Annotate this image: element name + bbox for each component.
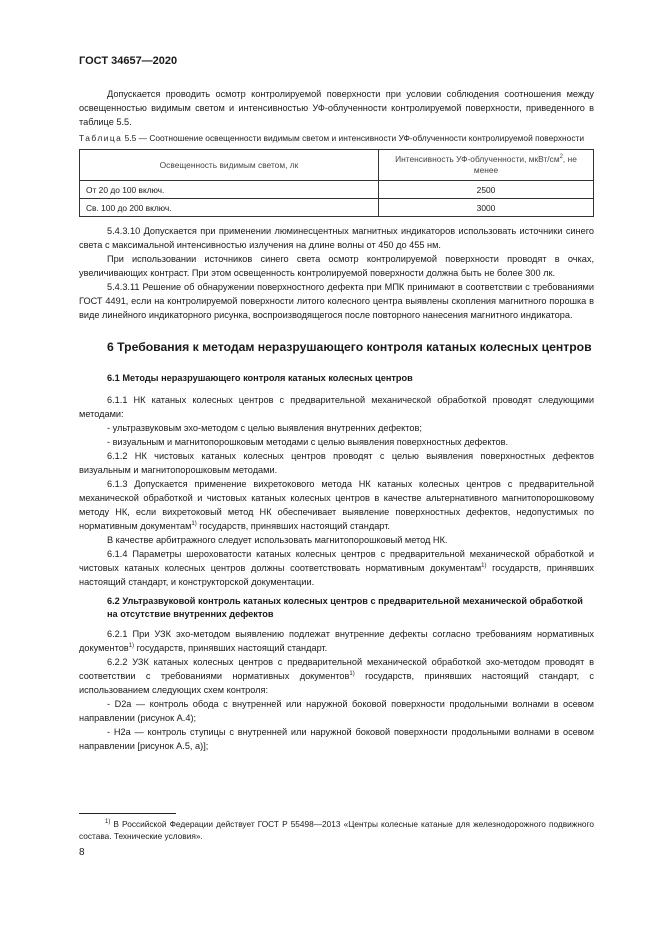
paragraph-6-1-1: 6.1.1 НК катаных колесных центров с предварительной механической обработкой проводят следующими методами:	[79, 395, 594, 419]
subsection-6-1-heading: 6.1 Методы неразрушающего контроля катаных колесных центров	[107, 373, 413, 383]
paragraph-intro: Допускается проводить осмотр контролируемой поверхности при условии соблюдения соотношения между освещенностью видимым светом и интенсивностью УФ-облученности контролируемой поверхности, приведенного в таблице 5.5.	[79, 89, 594, 127]
footnote	[79, 818, 594, 842]
table-cell-range: Св. 100 до 200 включ.	[80, 199, 379, 217]
table-row	[80, 199, 594, 217]
list-item-d2a: - D2a — контроль обода с внутренней или наружной боковой поверхности продольными волнами в осевом направлении (рисунок А.4);	[79, 699, 594, 723]
footnote-divider	[79, 813, 176, 814]
paragraph-blue-light: При использовании источников синего света осмотр контролируемой поверхности проводят в очках, увеличивающих контраст. При этом освещенность контролируемой поверхности должна быть не более 300 лк.	[79, 254, 594, 278]
page-body	[79, 87, 594, 753]
paragraph-6-1-4: 6.1.4 Параметры шероховатости катаных колесных центров с предварительной механической обработкой и чистовых катаных колесных центров должны соответствовать нормативным документам$^{1)}$ государств, принявших настоящий стандарт, и конструкторской документации.	[79, 549, 594, 587]
paragraph-6-2-1: 6.2.1 При УЗК эхо-методом выявлению подлежат внутренние дефекты согласно требованиям нормативных документов$^{1)}$ государств, принявших настоящий стандарт.	[79, 629, 594, 653]
list-item-ultrasonic: - ультразвуковым эхо-методом с целью выявления внутренних дефектов;	[107, 423, 422, 433]
table-cell-value: 2500	[379, 181, 594, 199]
table-caption	[79, 132, 594, 144]
table-cell-range: От 20 до 100 включ.	[80, 181, 379, 199]
paragraph-arbitration: В качестве арбитражного следует использовать магнитопорошковый метод НК.	[107, 535, 448, 545]
table-cell-value: 3000	[379, 199, 594, 217]
section-6-heading: 6 Требования к методам неразрушающего контроля катаных колесных центров	[107, 340, 592, 354]
paragraph-5-4-3-11: 5.4.3.11 Решение об обнаружении поверхностного дефекта при МПК принимают в соответствии с требованиями ГОСТ 4491, если на контролируемой поверхности литого колесного центра выявлены скопления магнитного порошка в виде линейного индикаторного рисунка, воспроизводящегося после повторного нанесения магнитного индикатора.	[79, 282, 594, 320]
footnote-text: В Российской Федерации действует ГОСТ Р 55498—2013 «Центры колесные катаные для железнодорожного подвижного состава. Технические условия».	[79, 819, 594, 841]
table-header-row	[80, 150, 594, 181]
table-header-illumination: Освещенность видимым светом, лк	[80, 150, 379, 181]
table-header-uv-intensity: Интенсивность УФ-облученности, мкВт/$см^2$, не менее	[379, 150, 594, 181]
illumination-table	[79, 149, 594, 217]
footnote-ref: 1)	[191, 521, 197, 527]
table-caption-word: Таблица	[79, 133, 123, 143]
footnote-ref: 1)	[128, 643, 135, 649]
subsection-6-2-heading: 6.2 Ультразвуковой контроль катаных колесных центров с предварительной механической обработкой на отсутствие внутренних дефектов	[107, 596, 583, 619]
document-header: ГОСТ 34657—2020	[79, 55, 178, 67]
footnote-mark: 1)	[105, 819, 111, 825]
footnote-ref: 1)	[481, 563, 487, 569]
paragraph-6-1-2: 6.1.2 НК чистовых катаных колесных центров проводят с целью выявления поверхностных дефектов визуальным и магнитопорошковым методами.	[79, 451, 594, 475]
paragraph-5-4-3-10: 5.4.3.10 Допускается при применении люминесцентных магнитных индикаторов использовать источники синего света с максимальной интенсивностью излучения на длине волны от 450 до 455 нм.	[79, 226, 594, 250]
list-item-visual: - визуальным и магнитопорошковым методами с целью выявления поверхностных дефектов.	[107, 437, 509, 447]
table-caption-text: 5.5 — Соотношение освещенности видимым светом и интенсивности УФ-облученности контролируемой поверхности	[122, 133, 585, 143]
paragraph-6-2-2: 6.2.2 УЗК катаных колесных центров с предварительной механической обработкой эхо-методом проводят в соответствии с требованиями нормативных документов$^{1)}$ государств, принявших настоящий стандарт, с использованием следующих схем контроля:	[79, 657, 594, 695]
paragraph-6-1-3: 6.1.3 Допускается применение вихретокового метода НК катаных колесных центров с предварительной механической обработкой и чистовых катаных колесных центров в качестве альтернативного магнитопорошковому методу НК, если вихретоковый метод НК обеспечивает выявление поверхностных дефектов, недопустимых по нормативным документам$^{1)}$ государств, принявших настоящий стандарт.	[79, 479, 594, 531]
table-row	[80, 181, 594, 199]
list-item-h2a: - H2a — контроль ступицы с внутренней или наружной боковой поверхности продольными волнами в осевом направлении [рисунок А.5, а)];	[79, 727, 594, 751]
footnote-ref: 1)	[349, 671, 355, 677]
page-number: 8	[79, 847, 85, 858]
